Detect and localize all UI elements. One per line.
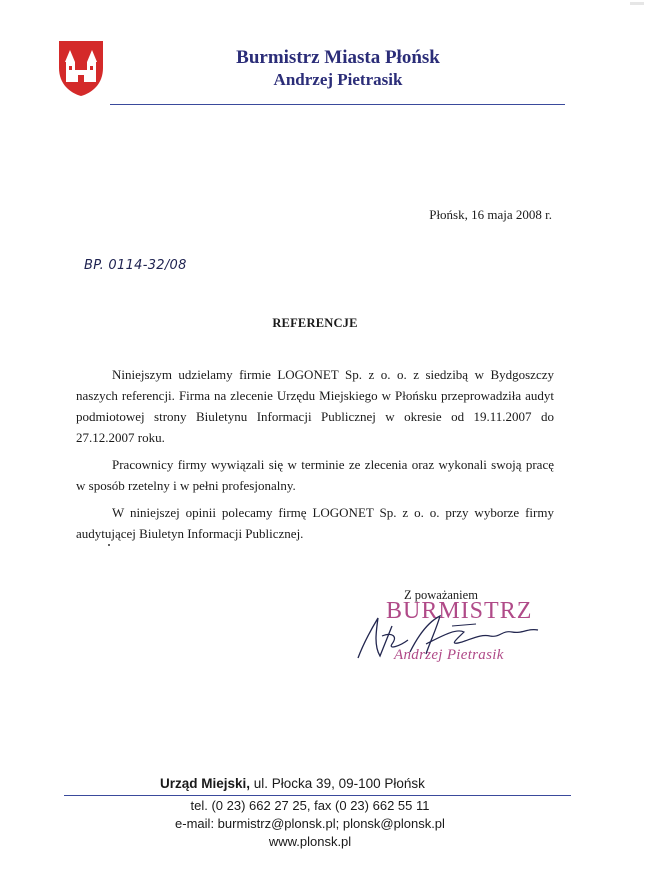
footer-email: e-mail: burmistrz@plonsk.pl; plonsk@plonsk.pl xyxy=(175,816,445,831)
body-paragraph: Pracownicy firmy wywiązali się w terminie ze zlecenia oraz wykonali swoją pracę w sposób rzetelny i w pełni profesjonalny. xyxy=(76,457,554,493)
body-paragraph: W niniejszej opinii polecamy firmę LOGONET Sp. z o. o. przy wyborze firmy audytującej Biuletyn Informacji Publicznej. xyxy=(76,505,554,541)
footer-office-name: Urząd Miejski, xyxy=(160,776,251,791)
footer-address: ul. Płocka 39, 09-100 Płońsk xyxy=(250,776,425,791)
footer-office xyxy=(160,776,425,791)
closing-phrase: Z poważaniem xyxy=(404,588,478,602)
footer-phone: tel. (0 23) 662 27 25, fax (0 23) 662 55 11 xyxy=(190,798,430,813)
reference-number: BP. 0114-32/08 xyxy=(84,258,187,273)
scan-edge-mark xyxy=(630,2,644,5)
letter-body xyxy=(76,364,554,550)
letterhead-title: Burmistrz Miasta Płońsk xyxy=(236,47,440,68)
letter-heading: REFERENCJE xyxy=(272,316,358,330)
handwritten-signature xyxy=(352,606,542,666)
body-paragraph: Niniejszym udzielamy firmie LOGONET Sp. z o. o. z siedzibą w Bydgoszczy naszych referencji. Firma na zlecenie Urzędu Miejskiego w Płońsku przeprowadziła audyt podmiotowej strony Biuletynu Informacji Publicznej w okresie od 19.11.2007 do 27.12.2007 roku. xyxy=(76,367,554,445)
letter-date: Płońsk, 16 maja 2008 r. xyxy=(429,207,552,222)
coat-of-arms-icon xyxy=(56,38,106,98)
header-divider xyxy=(110,104,565,105)
letterhead-name: Andrzej Pietrasik xyxy=(273,70,403,89)
stamp-name: Andrzej Pietrasik xyxy=(394,647,504,663)
footer-divider xyxy=(64,795,571,796)
stamp-title: BURMISTRZ xyxy=(386,598,533,624)
footer-website: www.plonsk.pl xyxy=(268,834,352,849)
stray-mark xyxy=(108,544,110,546)
